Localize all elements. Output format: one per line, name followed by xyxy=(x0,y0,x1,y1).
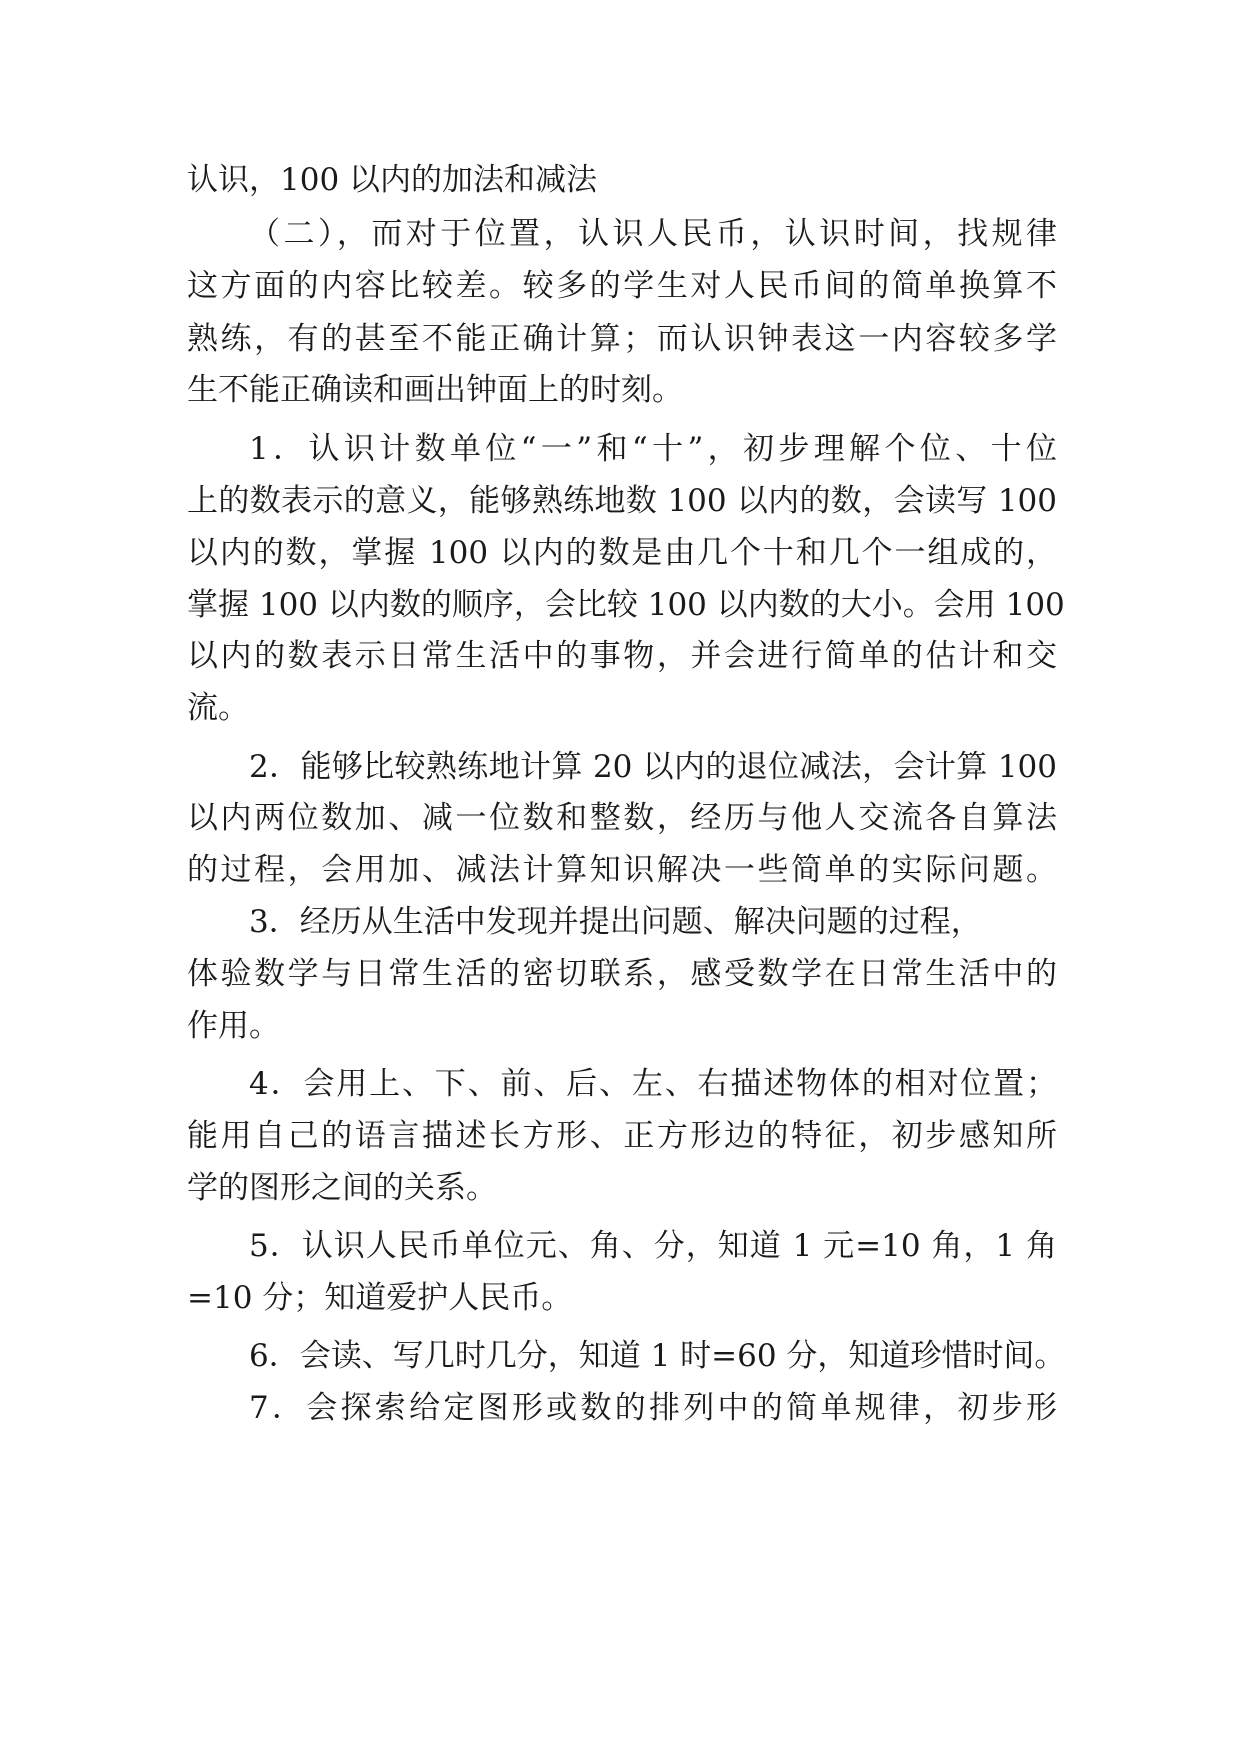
text-line: 的过程，会用加、减法计算知识解决一些简单的实际问题。 xyxy=(187,852,1057,888)
text-line: 以内两位数加、减一位数和整数，经历与他人交流各自算法 xyxy=(187,800,1057,836)
text-line: 掌握 100 以内数的顺序，会比较 100 以内数的大小。会用 100 xyxy=(187,587,1065,623)
text-line: 4．会用上、下、前、后、左、右描述物体的相对位置； xyxy=(249,1066,1057,1102)
text-line: 生不能正确读和画出钟面上的时刻。 xyxy=(187,372,683,408)
text-line: 3．经历从生活中发现并提出问题、解决问题的过程， xyxy=(249,904,982,940)
text-line: 以内的数，掌握 100 以内的数是由几个十和几个一组成的， xyxy=(187,535,1057,571)
text-line: （二），而对于位置，认识人民币，认识时间，找规律 xyxy=(249,216,1057,252)
text-line: 5．认识人民币单位元、角、分，知道 1 元=10 角，1 角 xyxy=(249,1228,1057,1264)
text-line: 2．能够比较熟练地计算 20 以内的退位减法，会计算 100 xyxy=(249,749,1057,785)
text-line: 以内的数表示日常生活中的事物，并会进行简单的估计和交 xyxy=(187,638,1057,674)
text-line: 学的图形之间的关系。 xyxy=(187,1170,497,1206)
text-line: =10 分；知道爱护人民币。 xyxy=(187,1280,573,1316)
text-line: 上的数表示的意义，能够熟练地数 100 以内的数，会读写 100 xyxy=(187,483,1057,519)
text-line: 体验数学与日常生活的密切联系，感受数学在日常生活中的 xyxy=(187,956,1057,992)
text-line: 7．会探索给定图形或数的排列中的简单规律，初步形 xyxy=(249,1390,1057,1426)
text-line: 6．会读、写几时几分，知道 1 时=60 分，知道珍惜时间。 xyxy=(249,1338,1066,1374)
text-line: 作用。 xyxy=(187,1008,280,1044)
text-line: 能用自己的语言描述长方形、正方形边的特征，初步感知所 xyxy=(187,1118,1057,1154)
text-line: 认识，100 以内的加法和减法 xyxy=(187,162,598,198)
text-line: 熟练，有的甚至不能正确计算；而认识钟表这一内容较多学 xyxy=(187,321,1057,357)
text-line: 流。 xyxy=(187,690,249,726)
text-line: 这方面的内容比较差。较多的学生对人民币间的简单换算不 xyxy=(187,268,1057,304)
text-line: 1．认识计数单位“一”和“十”，初步理解个位、十位 xyxy=(249,431,1057,467)
